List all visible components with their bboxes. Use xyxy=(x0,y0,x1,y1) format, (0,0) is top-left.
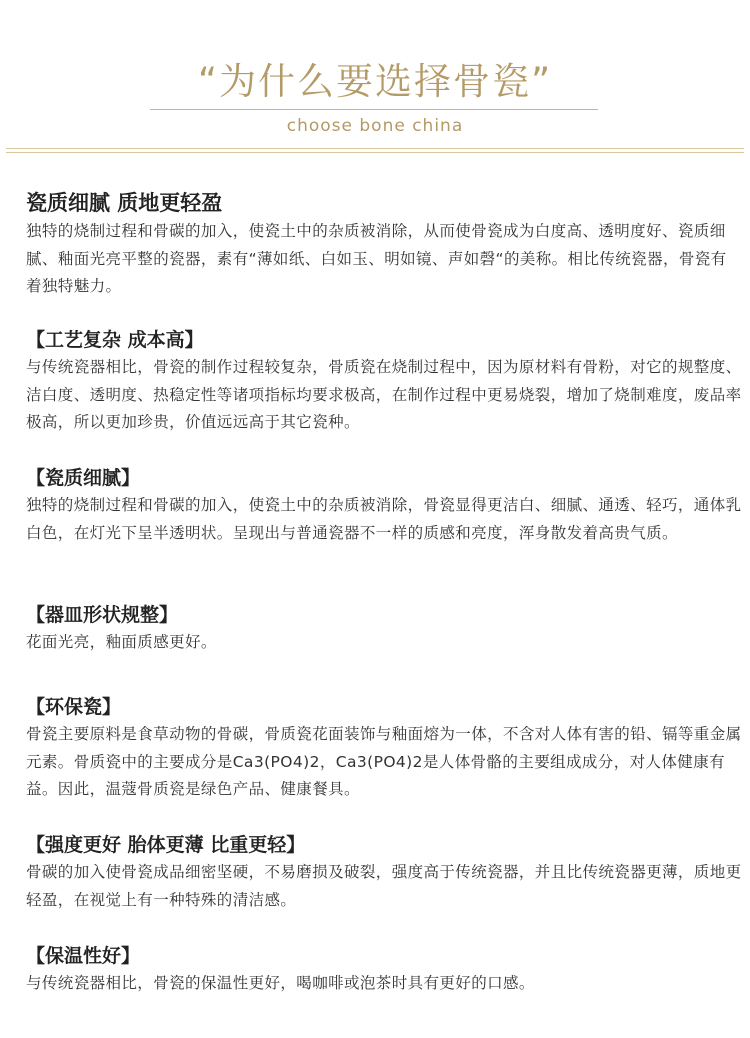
section-paragraph: 独特的烧制过程和骨碳的加入，使瓷土中的杂质被消除，从而使骨瓷成为白度高、透明度好、瓷质细腻、釉面光亮平整的瓷器，素有“薄如纸、白如玉、明如镜、声如磬“的美称。相比传统瓷器，骨瓷有着独特魅力。 xyxy=(26,222,727,295)
section-paragraph: 独特的烧制过程和骨碳的加入，使瓷土中的杂质被消除，骨瓷显得更洁白、细腻、通透、轻巧，通体乳白色，在灯光下呈半透明状。呈现出与普通瓷器不一样的质感和亮度，浑身散发着高贵气质。 xyxy=(26,496,742,542)
section-eco-friendly xyxy=(26,693,742,804)
page-subtitle: choose bone china xyxy=(286,116,464,136)
section-fine-texture-light xyxy=(26,188,742,301)
header-divider-bottom xyxy=(6,152,744,153)
section-heading: 【瓷质细腻】 xyxy=(26,467,141,489)
page-title: “为什么要选择骨瓷” xyxy=(197,60,553,103)
section-heat-retention xyxy=(26,942,742,998)
title-underline xyxy=(150,109,598,110)
section-fine-texture xyxy=(26,464,742,547)
section-heading: 【工艺复杂 成本高】 xyxy=(26,329,204,351)
section-paragraph: 骨瓷主要原料是食草动物的骨碳，骨质瓷花面装饰与釉面熔为一体，不含对人体有害的铅、镉等重金属元素。骨质瓷中的主要成分是Ca3(PO4)2，Ca3(PO4)2是人体骨骼的主要组成成分，对人体健康有益。因此，温蔻骨质瓷是绿色产品、健康餐具。 xyxy=(26,725,742,798)
section-complex-craft xyxy=(26,326,742,437)
section-heading: 【环保瓷】 xyxy=(26,696,122,718)
section-paragraph: 骨碳的加入使骨瓷成品细密坚硬，不易磨损及破裂，强度高于传统瓷器，并且比传统瓷器更薄，质地更轻盈，在视觉上有一种特殊的清洁感。 xyxy=(26,863,742,909)
section-heading: 【保温性好】 xyxy=(26,945,141,967)
section-paragraph: 与传统瓷器相比，骨瓷的制作过程较复杂，骨质瓷在烧制过程中，因为原材料有骨粉，对它的规整度、洁白度、透明度、热稳定性等诸项指标均要求极高，在制作过程中更易烧裂，增加了烧制难度，废品率极高，所以更加珍贵，价值远远高于其它瓷种。 xyxy=(26,358,742,431)
section-heading: 瓷质细腻 质地更轻盈 xyxy=(26,191,223,215)
section-heading: 【强度更好 胎体更薄 比重更轻】 xyxy=(26,834,306,856)
section-strength xyxy=(26,831,742,914)
section-heading: 【器皿形状规整】 xyxy=(26,604,179,626)
section-regular-shape xyxy=(26,601,742,657)
page-header xyxy=(0,0,750,160)
header-divider-top xyxy=(6,148,744,149)
section-paragraph: 花面光亮，釉面质感更好。 xyxy=(26,633,217,651)
section-paragraph: 与传统瓷器相比，骨瓷的保温性更好，喝咖啡或泡茶时具有更好的口感。 xyxy=(26,974,535,992)
